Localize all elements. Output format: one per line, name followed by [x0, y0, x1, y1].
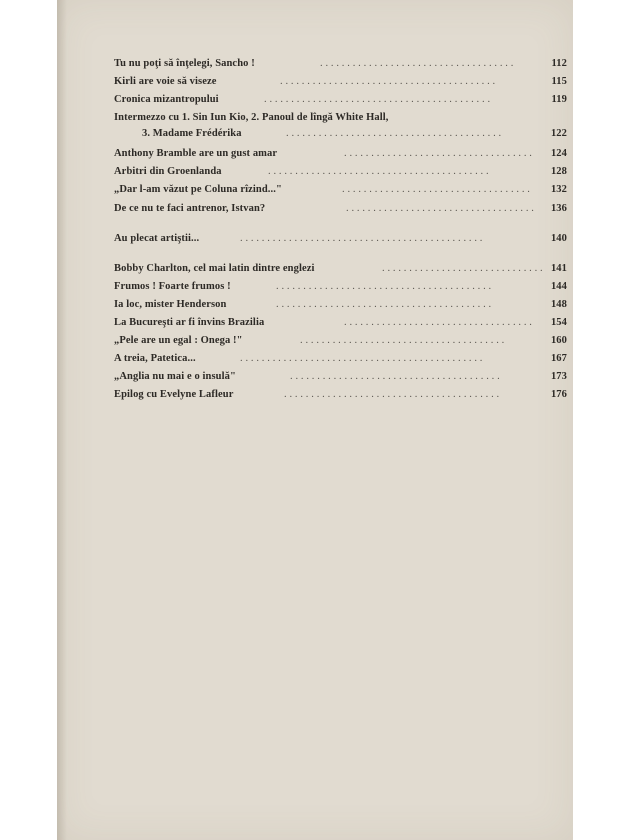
toc-leader-dots: . . . . . . . . . . . . . . . . . . . . . . . . . . . . . . . . . . .: [344, 317, 533, 329]
toc-entry: [114, 76, 567, 94]
toc-entry-title: Arbitri din Groenlanda: [114, 166, 222, 178]
toc-leader-dots: . . . . . . . . . . . . . . . . . . . . . . . . . . . . . . . . . . . . . .: [300, 335, 505, 347]
toc-entry: [114, 58, 567, 76]
toc-entry-title: A treia, Patetica...: [114, 353, 196, 365]
toc-leader-dots: . . . . . . . . . . . . . . . . . . . . . . . . . . . . . . . . . . .: [342, 184, 531, 196]
toc-entry: [114, 233, 567, 251]
toc-entry-page: 141: [550, 262, 567, 274]
page-spine-shadow: [57, 0, 67, 840]
toc-entry: [114, 166, 567, 184]
toc-entry-title: Bobby Charlton, cel mai latin dintre englezi: [114, 262, 315, 274]
toc-entry-title: Frumos ! Foarte frumos !: [114, 280, 231, 292]
toc-entry-title-line-2: 3. Madame Frédérika: [142, 128, 242, 140]
toc-entry-page: 122: [550, 128, 567, 140]
toc-entry: [114, 281, 567, 299]
toc-entry-page: 136: [550, 202, 567, 214]
toc-leader-dots: . . . . . . . . . . . . . . . . . . . . . . . . . . . . . . . . . . . .: [320, 58, 514, 69]
table-of-contents: [114, 58, 567, 408]
toc-leader-dots: . . . . . . . . . . . . . . . . . . . . . . . . . . . . . . . . . . . . . . .: [290, 371, 500, 383]
toc-entry: [114, 184, 567, 202]
toc-entry-title: De ce nu te faci antrenor, Istvan?: [114, 202, 266, 214]
toc-entry-page: 124: [550, 148, 567, 160]
toc-entry-page: 160: [550, 335, 567, 347]
toc-entry-page: 173: [550, 371, 567, 383]
toc-entry-page: 132: [550, 184, 567, 196]
toc-entry-page: 115: [551, 76, 567, 88]
toc-entry-page: 154: [550, 317, 567, 329]
toc-entry-page: 167: [550, 353, 567, 365]
toc-leader-dots: . . . . . . . . . . . . . . . . . . . . . . . . . . . . . . . . . . . . . . . .: [286, 128, 502, 140]
toc-entry: [114, 203, 567, 221]
toc-entry-page: 148: [550, 298, 567, 310]
toc-entry-title: Ia loc, mister Henderson: [114, 298, 227, 310]
toc-leader-dots: . . . . . . . . . . . . . . . . . . . . . . . . . . . . . . . . . . . . . . . . .: [268, 166, 489, 178]
toc-leader-dots: . . . . . . . . . . . . . . . . . . . . . . . . . . . . . . . . . . . . . . . .: [276, 280, 492, 292]
toc-entry-title: La Bucureşti ar fi învins Brazilia: [114, 317, 265, 329]
toc-entry: [114, 263, 567, 281]
toc-entry-title: Epilog cu Evelyne Lafleur: [114, 389, 234, 401]
toc-entry: [114, 317, 567, 335]
book-page: [57, 0, 573, 840]
toc-entry-title: Tu nu poţi să înţelegi, Sancho !: [114, 58, 255, 69]
toc-entry: [114, 389, 567, 407]
toc-leader-dots: . . . . . . . . . . . . . . . . . . . . . . . . . . . . . . . . . . . . . . . .: [280, 76, 496, 88]
toc-entry-title: Au plecat artiştii...: [114, 232, 200, 244]
toc-leader-dots: . . . . . . . . . . . . . . . . . . . . . . . . . . . . . . . . . . .: [344, 148, 533, 160]
toc-entry: [114, 299, 567, 317]
toc-leader-dots: . . . . . . . . . . . . . . . . . . . . . . . . . . . . . . . . . . . . . . . . . . . . .: [240, 353, 483, 365]
toc-leader-dots: . . . . . . . . . . . . . . . . . . . . . . . . . . . . . . . . . . . . . . . . . . . . .: [240, 232, 483, 244]
toc-leader-dots: . . . . . . . . . . . . . . . . . . . . . . . . . . . . . . . . . . . . . . . .: [276, 298, 492, 310]
toc-entry-title: Cronica mizantropului: [114, 94, 219, 106]
toc-entry: [114, 353, 567, 371]
toc-entry-title: Intermezzo cu 1. Sin Iun Kio, 2. Panoul de lîngă White Hall,: [114, 112, 389, 124]
toc-entry-page: 128: [550, 166, 567, 178]
toc-entry-page: 176: [550, 389, 567, 401]
toc-leader-dots: . . . . . . . . . . . . . . . . . . . . . . . . . . . . . . . . . . . . . . . . . .: [264, 94, 491, 106]
toc-leader-dots: . . . . . . . . . . . . . . . . . . . . . . . . . . . . . . . . . . . . . . . .: [284, 389, 500, 401]
toc-entry: [114, 112, 567, 148]
toc-entry: [114, 335, 567, 353]
toc-leader-dots: . . . . . . . . . . . . . . . . . . . . . . . . . . . . . . . . . . .: [346, 202, 535, 214]
toc-entry-title: „Anglia nu mai e o insulă": [114, 371, 236, 383]
toc-entry: [114, 148, 567, 166]
toc-entry-title: Kirli are voie să viseze: [114, 76, 217, 88]
toc-entry-page: 144: [550, 280, 567, 292]
toc-entry-title: Anthony Bramble are un gust amar: [114, 148, 278, 160]
toc-entry-page: 119: [551, 94, 567, 106]
toc-entry-page: 112: [551, 58, 567, 69]
toc-entry: [114, 94, 567, 112]
toc-entry-page: 140: [550, 232, 567, 244]
toc-entry: [114, 371, 567, 389]
toc-entry-title: „Dar l-am văzut pe Coluna rîzind...": [114, 184, 282, 196]
toc-entry-title: „Pele are un egal : Onega !": [114, 335, 243, 347]
toc-leader-dots: . . . . . . . . . . . . . . . . . . . . . . . . . . . . . .: [382, 262, 543, 274]
